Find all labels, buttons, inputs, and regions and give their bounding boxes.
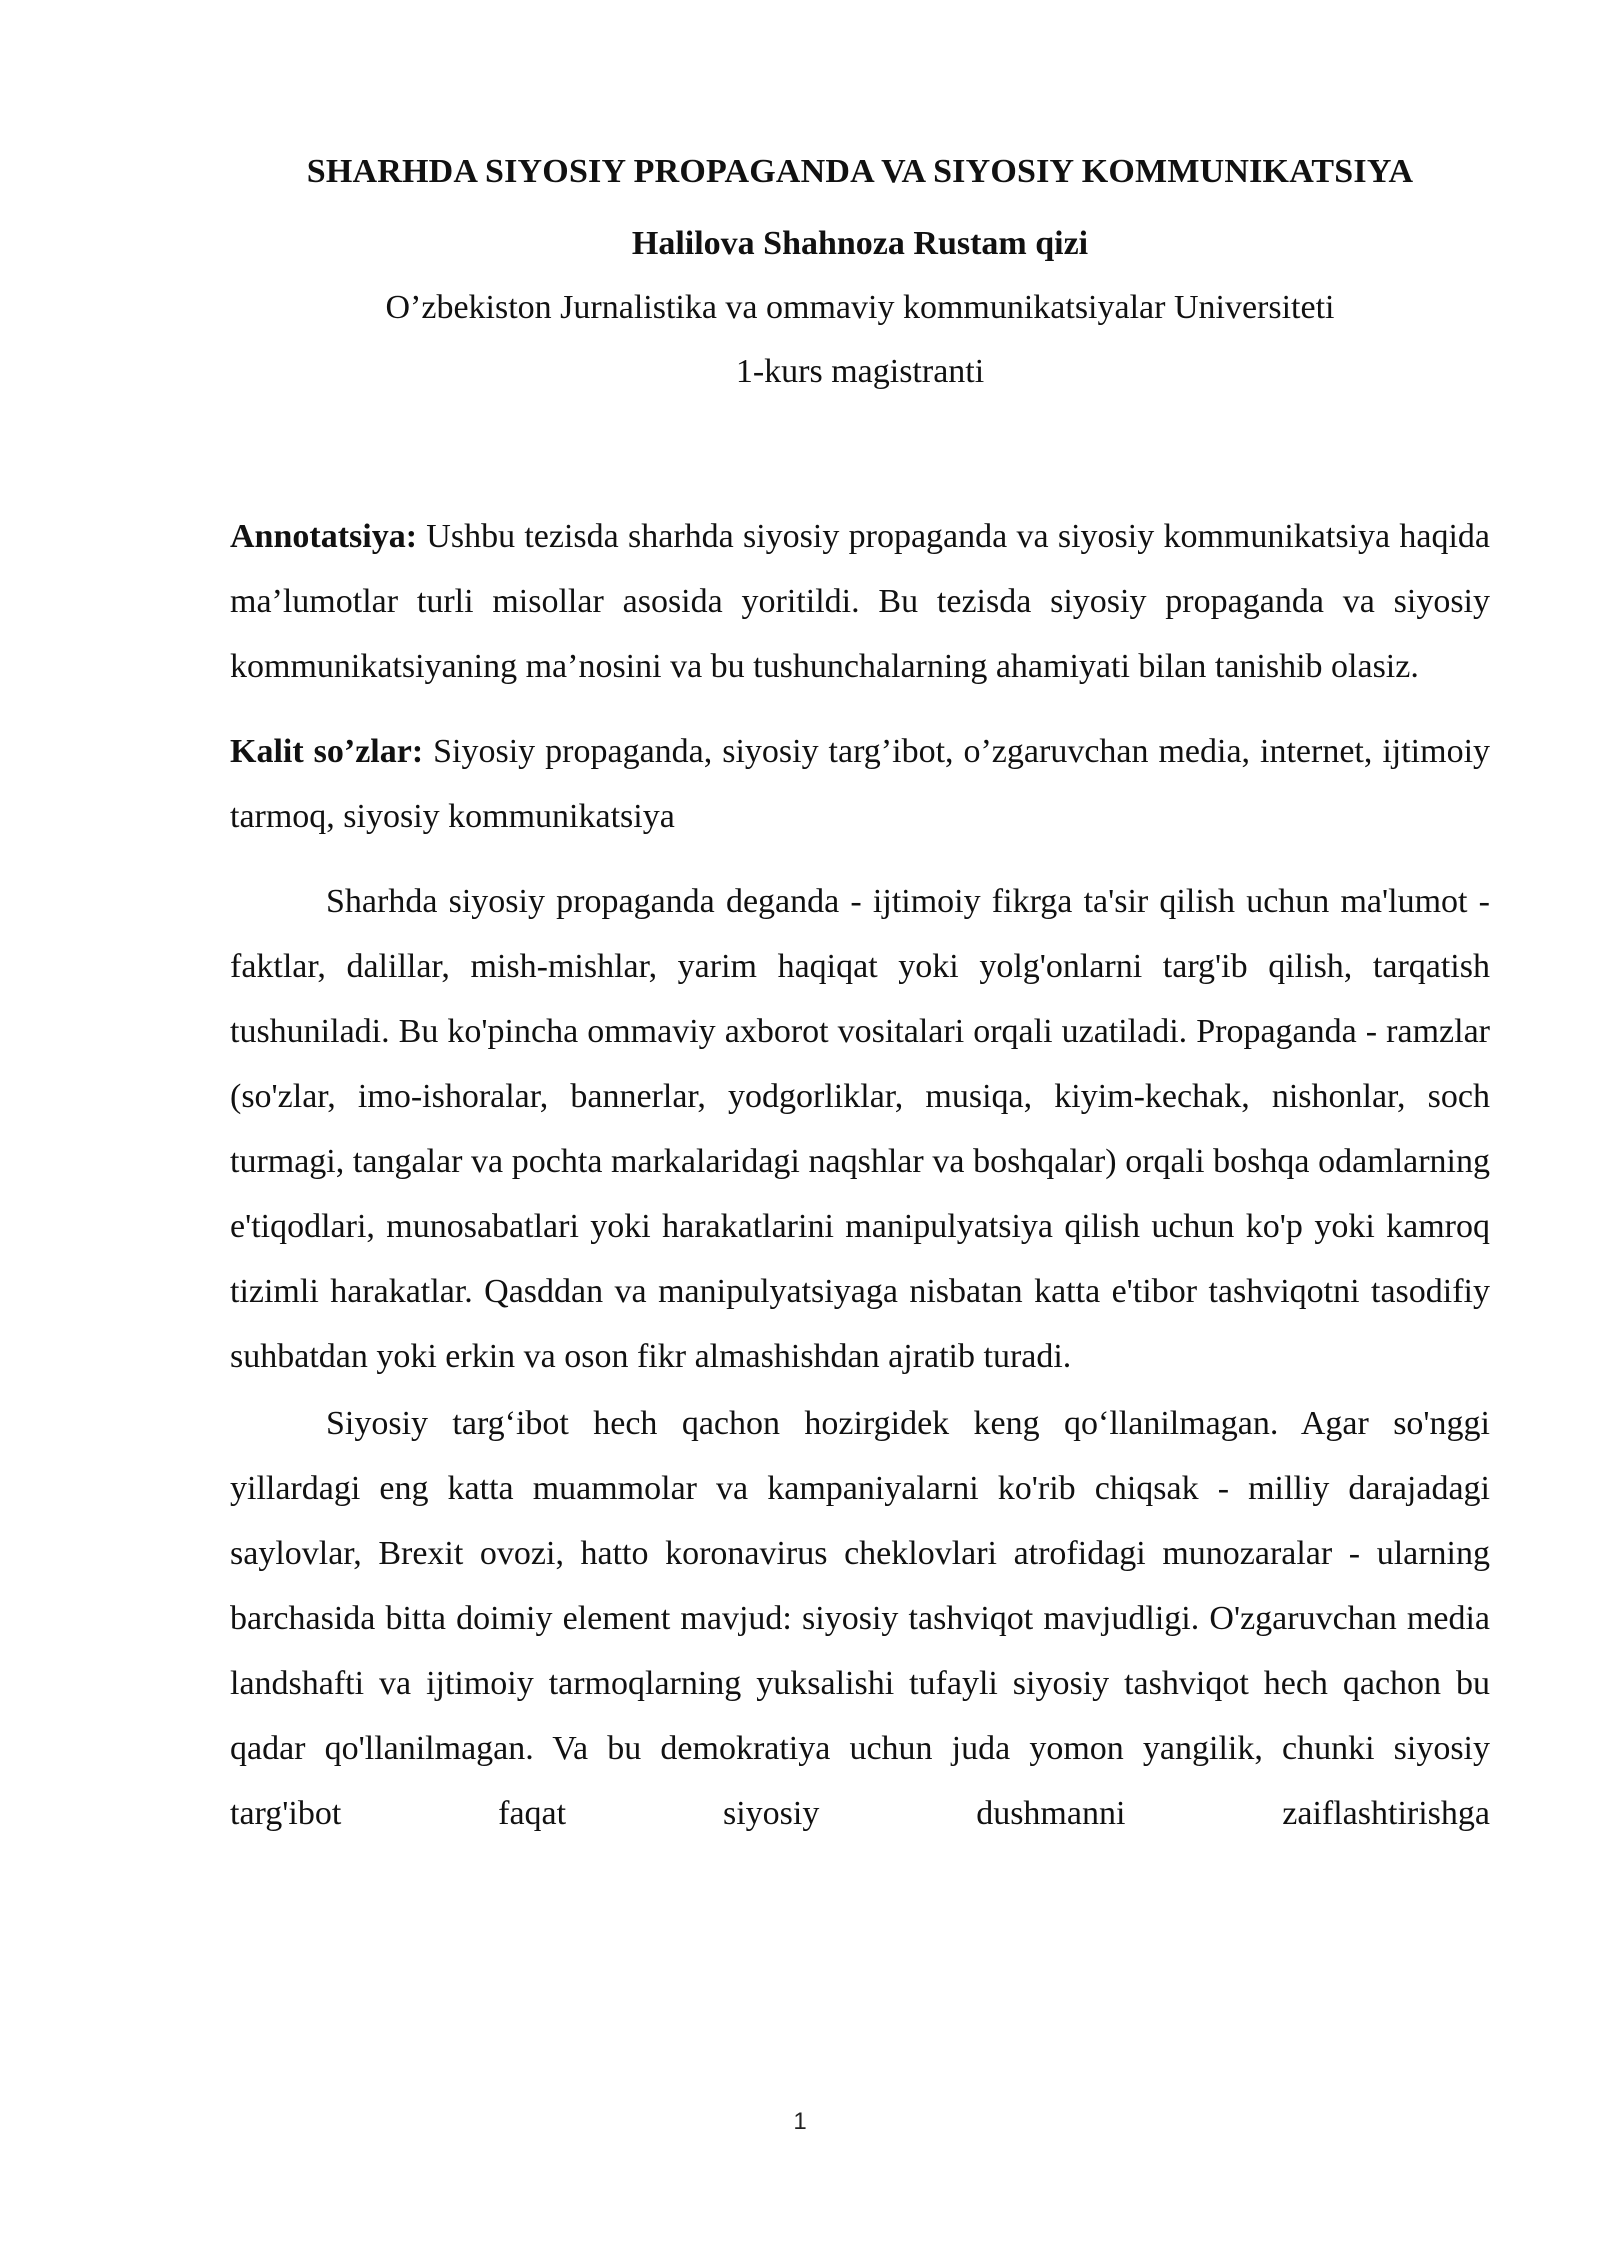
abstract-paragraph [230, 504, 1490, 699]
abstract-text: Ushbu tezisda sharhda siyosiy propaganda va siyosiy kommunikatsiya haqida ma’lumotlar turli misollar asosida yoritildi. Bu tezisda siyosiy propaganda va siyosiy kommunikatsiyaning ma’nosini va bu tushunchalarning ahamiyati bilan tanishib olasiz. [230, 518, 1490, 685]
document-title: SHARHDA SIYOSIY PROPAGANDA VA SIYOSIY KOMMUNIKATSIYA [306, 153, 1414, 190]
author-name: Halilova Shahnoza Rustam qizi [631, 225, 1089, 262]
page-content [230, 148, 1490, 1846]
body-paragraph: Sharhda siyosiy propaganda deganda - ijtimoiy fikrga ta'sir qilish uchun ma'lumot - faktlar, dalillar, mish-mishlar, yarim haqiqat yoki yolg'onlarni targ'ib qilish, tarqatish tushuniladi. Bu ko'pincha ommaviy axborot vositalari orqali uzatiladi. Propaganda - ramzlar (so'zlar, imo-ishoralar, bannerlar, yodgorliklar, musiqa, kiyim-kechak, nishonlar, soch turmagi, tangalar va pochta markalaridagi naqshlar va boshqalar) orqali boshqa odamlarning e'tiqodlari, munosabatlari yoki harakatlarini manipulyatsiya qilish uchun ko'p yoki kamroq tizimli harakatlar. Qasddan va manipulyatsiyaga nisbatan katta e'tibor tashviqotni tasodifiy suhbatdan yoki erkin va oson fikr almashishdan ajratib turadi. [230, 883, 1490, 1375]
author-affiliation: O’zbekiston Jurnalistika va ommaviy kommunikatsiyalar Universiteti [385, 289, 1335, 326]
author-course: 1-kurs magistranti [735, 353, 985, 390]
keywords-paragraph [230, 719, 1490, 849]
abstract-label: Annotatsiya: [230, 518, 418, 555]
keywords-label: Kalit so’zlar: [230, 733, 424, 770]
page-number: 1 [793, 2108, 807, 2135]
keywords-text: Siyosiy propaganda, siyosiy targ’ibot, o’zgaruvchan media, internet, ijtimoiy tarmoq, siyosiy kommunikatsiya [230, 733, 1491, 835]
body-paragraph: Siyosiy targ‘ibot hech qachon hozirgidek keng qo‘llanilmagan. Agar so'nggi yillardagi eng katta muammolar va kampaniyalarni ko'rib chiqsak - milliy darajadagi saylovlar, Brexit ovozi, hatto koronavirus cheklovlari atrofidagi munozaralar - ularning barchasida bitta doimiy element mavjud: siyosiy tashviqot mavjudligi. O'zgaruvchan media landshafti va ijtimoiy tarmoqlarning yuksalishi tufayli siyosiy tashviqot hech qachon bu qadar qo'llanilmagan. Va bu demokratiya uchun juda yomon yangilik, chunki siyosiy targ'ibot faqat siyosiy dushmanni zaiflashtirishga [230, 1405, 1490, 1832]
